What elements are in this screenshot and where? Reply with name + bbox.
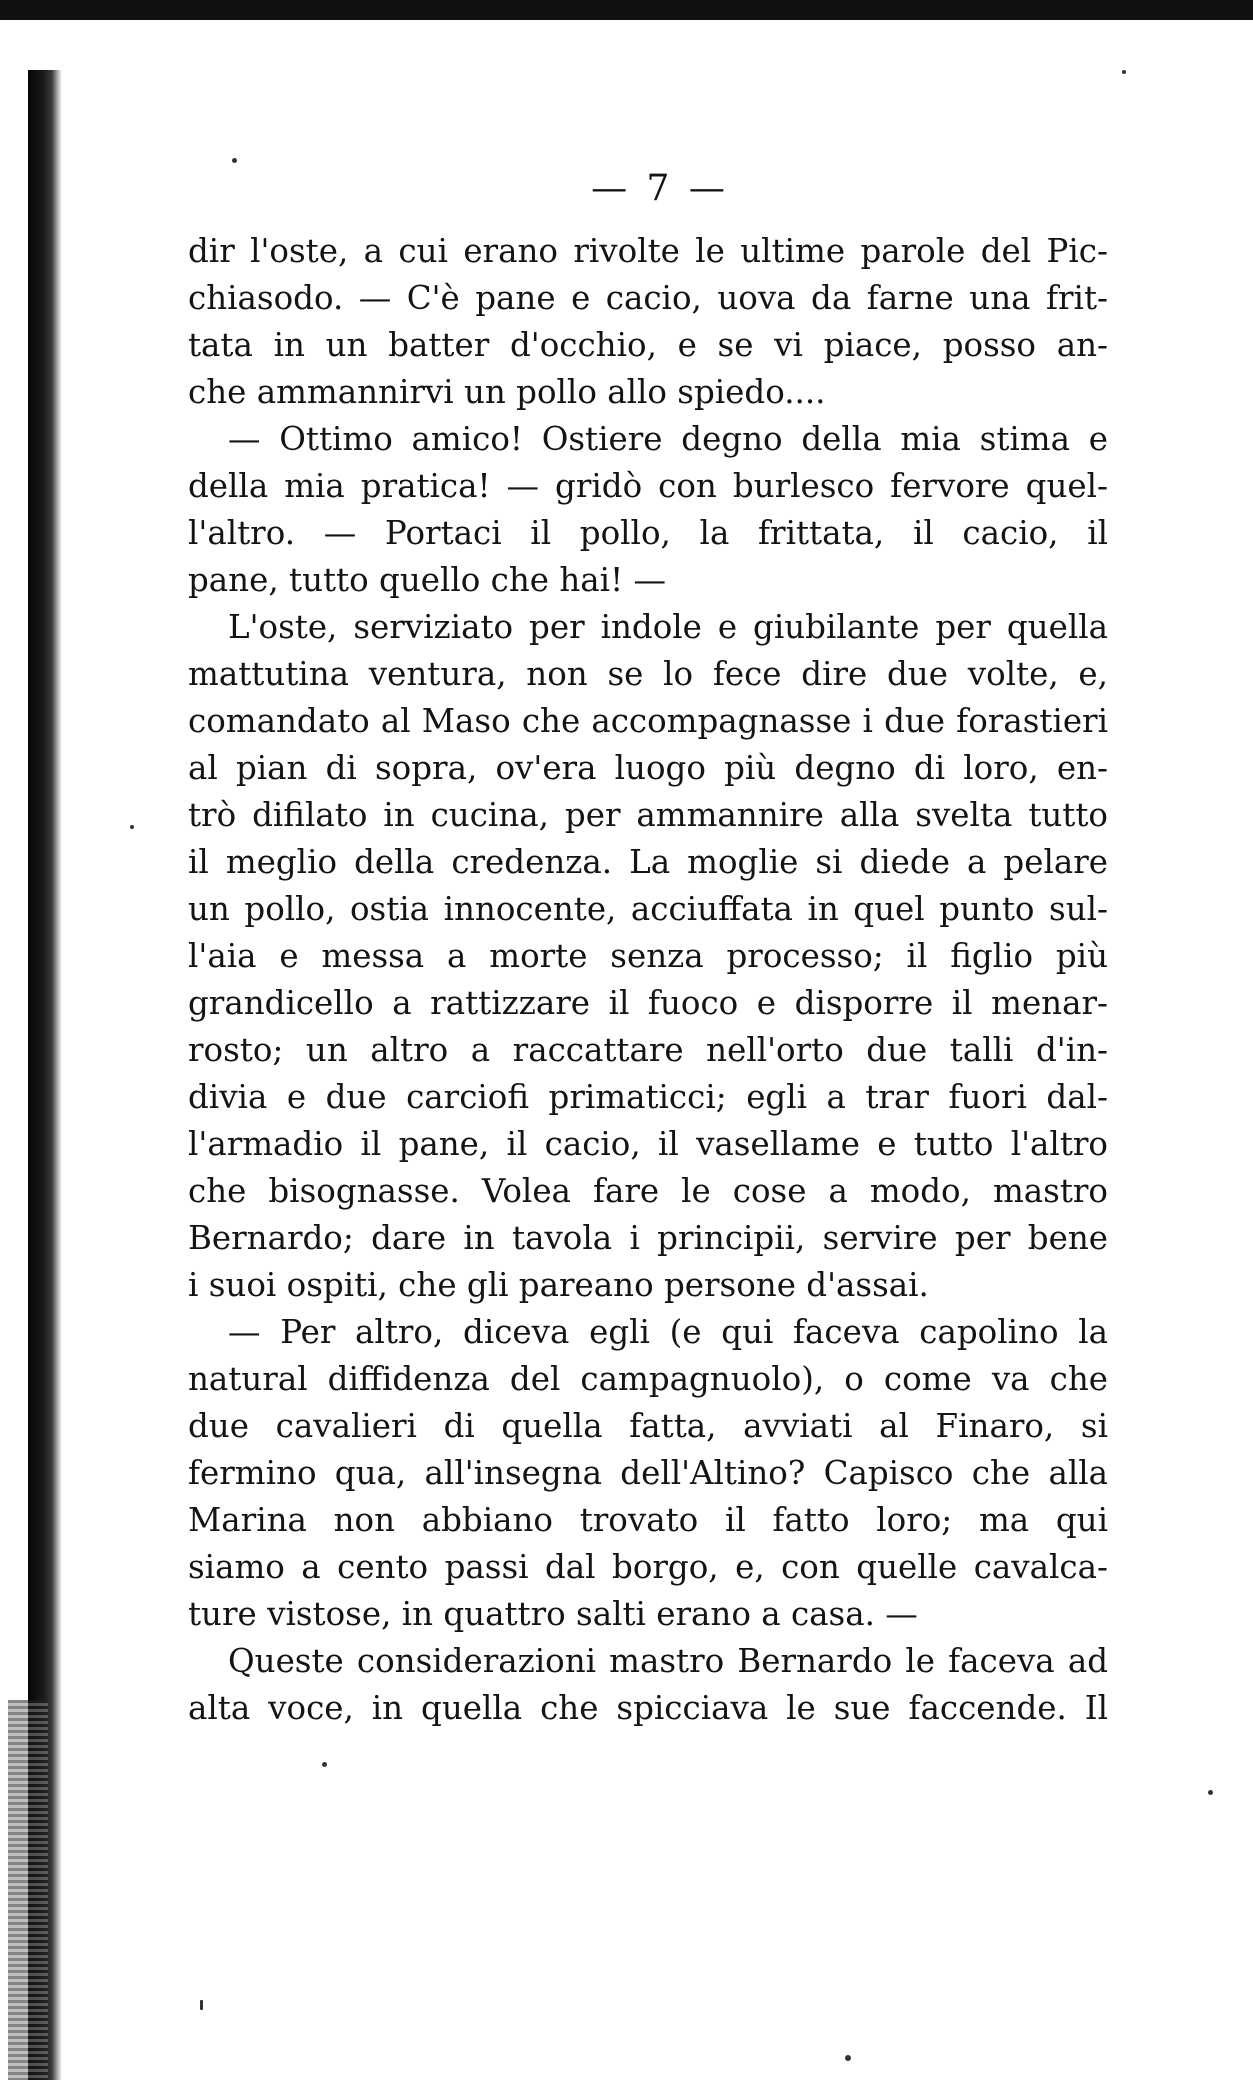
text-line: siamo a cento passi dal borgo, e, con quelle cavalca- xyxy=(188,1548,1108,1586)
text-line: Queste considerazioni mastro Bernardo le faceva ad xyxy=(228,1642,1108,1680)
text-line: fermino qua, all'insegna dell'Altino? Capisco che alla xyxy=(188,1454,1108,1492)
print-speck xyxy=(232,158,237,163)
text-line: comandato al Maso che accompagnasse i due forastieri xyxy=(188,702,1108,740)
text-line: divia e due carciofi primaticci; egli a trar fuori dal- xyxy=(188,1078,1108,1116)
print-speck xyxy=(845,2055,851,2061)
text-line: l'armadio il pane, il cacio, il vasellame e tutto l'altro xyxy=(188,1125,1108,1163)
print-speck xyxy=(322,1762,327,1767)
text-line: un pollo, ostia innocente, acciuffata in quel punto sul- xyxy=(188,890,1108,928)
text-line: mattutina ventura, non se lo fece dire due volte, e, xyxy=(188,655,1108,693)
text-line: tata in un batter d'occhio, e se vi piace, posso an- xyxy=(188,326,1108,364)
text-line: che ammannirvi un pollo allo spiedo.... xyxy=(188,373,826,411)
text-line: della mia pratica! — gridò con burlesco fervore quel- xyxy=(188,467,1108,505)
text-line: rosto; un altro a raccattare nell'orto due talli d'in- xyxy=(188,1031,1108,1069)
text-line: — Per altro, diceva egli (e qui faceva capolino la xyxy=(228,1313,1108,1351)
text-line: i suoi ospiti, che gli pareano persone d'assai. xyxy=(188,1266,929,1304)
text-line: L'oste, serviziato per indole e giubilante per quella xyxy=(228,608,1108,646)
print-speck xyxy=(130,825,134,829)
print-speck xyxy=(1208,1790,1213,1795)
text-line: il meglio della credenza. La moglie si diede a pelare xyxy=(188,843,1108,881)
body-text xyxy=(188,228,1108,1748)
text-line: alta voce, in quella che spicciava le sue faccende. Il xyxy=(188,1689,1108,1727)
page-binding-texture xyxy=(8,1700,48,2080)
text-line: l'altro. — Portaci il pollo, la frittata, il cacio, il xyxy=(188,514,1108,552)
text-line: Bernardo; dare in tavola i principii, servire per bene xyxy=(188,1219,1108,1257)
text-line: al pian di sopra, ov'era luogo più degno di loro, en- xyxy=(188,749,1108,787)
text-line: ture vistose, in quattro salti erano a casa. — xyxy=(188,1595,918,1633)
text-line: — Ottimo amico! Ostiere degno della mia stima e xyxy=(228,420,1108,458)
print-speck xyxy=(1122,70,1126,74)
page-number: — 7 — xyxy=(591,168,729,209)
text-line: trò difilato in cucina, per ammannire alla svelta tutto xyxy=(188,796,1108,834)
text-line: Marina non abbiano trovato il fatto loro; ma qui xyxy=(188,1501,1108,1539)
print-speck xyxy=(200,2000,203,2010)
text-line: che bisognasse. Volea fare le cose a modo, mastro xyxy=(188,1172,1108,1210)
text-line: grandicello a rattizzare il fuoco e disporre il menar- xyxy=(188,984,1108,1022)
text-line: due cavalieri di quella fatta, avviati al Finaro, si xyxy=(188,1407,1108,1445)
text-line: natural diffidenza del campagnuolo), o come va che xyxy=(188,1360,1108,1398)
text-line: pane, tutto quello che hai! — xyxy=(188,561,666,599)
top-border-rule xyxy=(0,0,1253,20)
text-line: dir l'oste, a cui erano rivolte le ultime parole del Pic- xyxy=(188,232,1108,270)
text-line: l'aia e messa a morte senza processo; il figlio più xyxy=(188,937,1108,975)
text-line: chiasodo. — C'è pane e cacio, uova da farne una frit- xyxy=(188,279,1108,317)
